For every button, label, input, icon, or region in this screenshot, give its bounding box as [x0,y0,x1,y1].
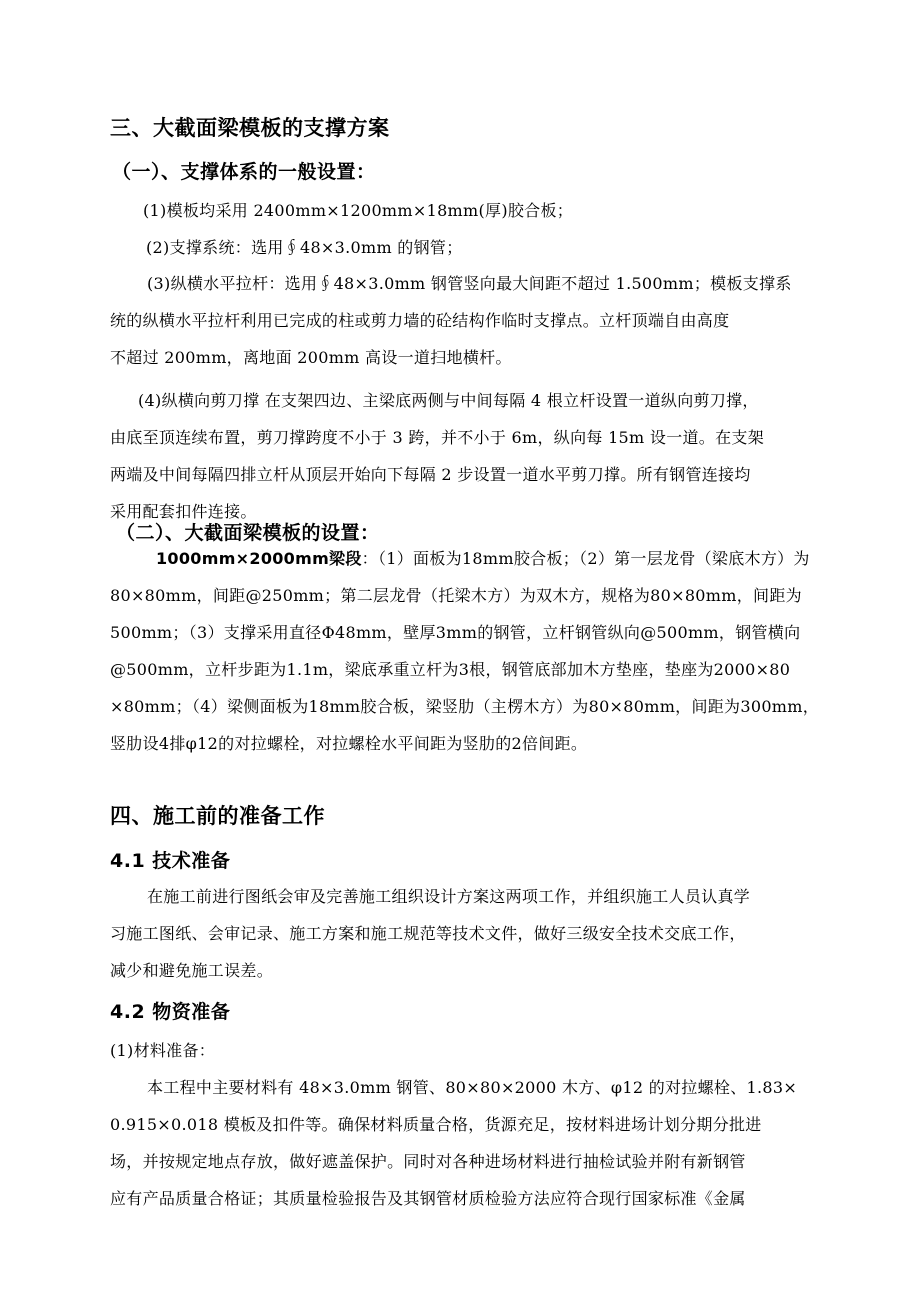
section-3-1-item-3 [110,265,792,376]
paragraph-line: 500mm；（3）支撑采用直径Φ48mm，壁厚3mm的钢管，立杆钢管纵向@500mm，钢管横向 [110,623,801,642]
paragraph-line [110,540,819,577]
section-3-1-item-4 [110,382,764,530]
paragraph-line: 习施工图纸、会审记录、施工方案和施工规范等技术文件，做好三级安全技术交底工作， [110,924,746,943]
paragraph-line: 统的纵横水平拉杆利用已完成的柱或剪力墙的砼结构作临时支撑点。立杆顶端自由高度 [110,311,730,330]
section-3-2-heading: （二）、大截面梁模板的设置： [116,522,380,544]
paragraph-line: 在施工前进行图纸会审及完善施工组织设计方案这两项工作，并组织施工人员认真学 [147,887,751,906]
paragraph-line: 80×80mm，间距@250mm；第二层龙骨（托梁木方）为双木方，规格为80×80mm，间距为 [110,586,802,605]
paragraph-line: @500mm，立杆步距为1.1m，梁底承重立杆为3根，钢管底部加木方垫座，垫座为2000×80 [110,660,791,679]
section-4-heading: 四、施工前的准备工作 [110,804,325,828]
paragraph-text: ：（1）面板为18mm胶合板；（2）第一层龙骨（梁底木方）为 [361,549,810,568]
section-4-2-body [110,1069,797,1217]
section-4-2-item-1: (1)材料准备： [110,1041,216,1060]
paragraph-line: 竖肋设4排φ12的对拉螺栓，对拉螺栓水平间距为竖肋的2倍间距。 [110,734,588,753]
section-3-heading: 三、大截面梁模板的支撑方案 [110,116,390,140]
paragraph-line: 场，并按规定地点存放，做好遮盖保护。同时对各种进场材料进行抽检试验并附有新钢管 [110,1152,746,1171]
paragraph-line: 0.915×0.018 模板及扣件等。确保材料质量合格，货源充足，按材料进场计划分期分批进 [110,1115,762,1134]
section-3-1-item-1: (1)模板均采用 2400mm×1200mm×18mm(厚)胶合板； [143,201,574,220]
section-3-1-item-2: (2)支撑系统：选用∮48×3.0mm 的钢管； [146,238,463,257]
paragraph-line: 应有产品质量合格证；其质量检验报告及其钢管材质检验方法应符合现行国家标准《金属 [110,1189,746,1208]
section-4-1-heading: 4.1 技术准备 [110,850,231,872]
section-3-1-heading: （一）、支撑体系的一般设置： [112,161,376,183]
paragraph-line: 减少和避免施工误差。 [110,961,274,980]
paragraph-line: 不超过 200mm，离地面 200mm 高设一道扫地横杆。 [110,348,512,367]
paragraph-line: 本工程中主要材料有 48×3.0mm 钢管、80×80×2000 木方、φ12 的对拉螺栓、1.83× [147,1078,798,1097]
paragraph-line: (4)纵横向剪刀撑 在支架四边、主梁底两侧与中间每隔 4 根立杆设置一道纵向剪刀撑， [138,391,759,410]
section-3-2-body [110,540,819,762]
beam-segment-label: 1000mm×2000mm梁段 [156,549,362,568]
paragraph-line: 由底至顶连续布置，剪刀撑跨度不小于 3 跨，并不小于 6m，纵向每 15m 设一道。在支架 [110,428,764,447]
paragraph-line: (3)纵横水平拉杆：选用∮48×3.0mm 钢管竖向最大间距不超过 1.500mm；模板支撑系 [147,274,792,293]
paragraph-line: 两端及中间每隔四排立杆从顶层开始向下每隔 2 步设置一道水平剪刀撑。所有钢管连接均 [110,465,751,484]
paragraph-line: 采用配套扣件连接。 [110,502,257,521]
section-4-1-body [110,878,750,989]
section-4-2-heading: 4.2 物资准备 [110,1001,231,1023]
paragraph-line: ×80mm；（4）梁侧面板为18mm胶合板，梁竖肋（主楞木方）为80×80mm，间距为300mm， [110,697,820,716]
